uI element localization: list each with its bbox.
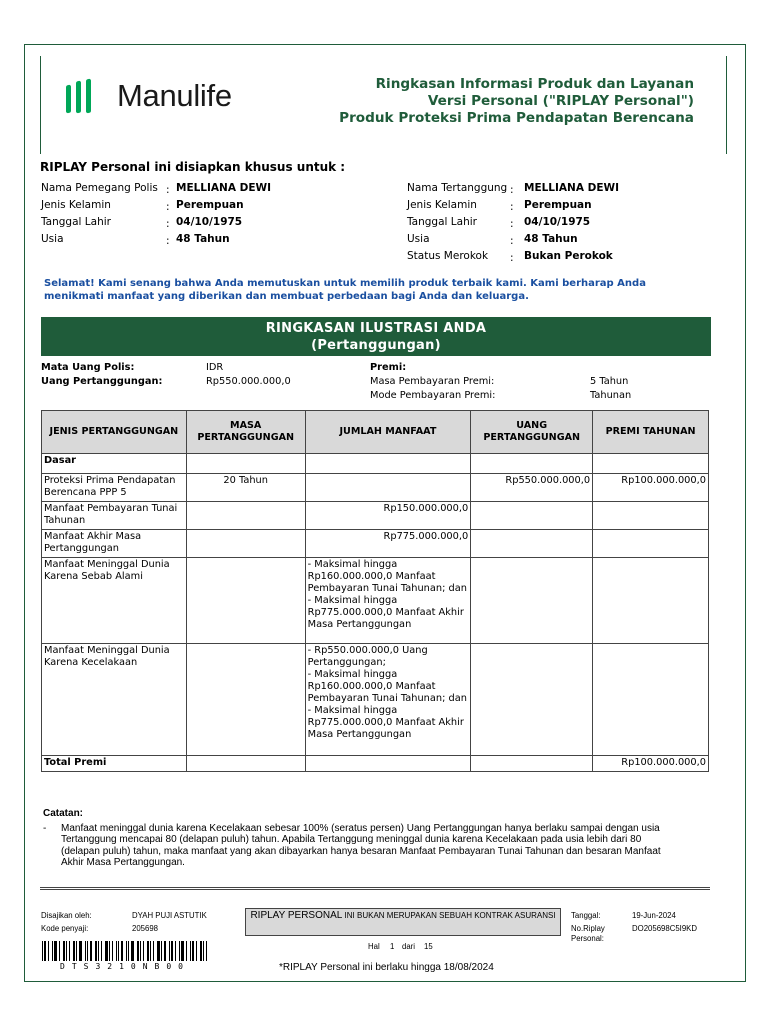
barcode-text: DTS3210NB00 [60,962,190,971]
insured-dob-label: Tanggal Lahir [407,216,477,228]
barcode-bar [186,941,187,961]
riplay-number: DO205698C5I9KD [632,924,698,933]
barcode-bar [98,941,99,961]
coverage-premium [593,644,709,756]
col-header-sum: UANG PERTANGGUNGAN [471,411,593,454]
disclaimer-text: INI BUKAN MERUPAKAN SEBUAH KONTRAK ASURANSI [342,911,556,920]
page-number: 1 [390,942,395,951]
coverage-name: Manfaat Akhir Masa Pertanggungan [42,530,187,558]
sum-insured-label: Uang Pertanggungan: [41,376,163,387]
page-of-label: dari [402,942,416,951]
coverage-sum [471,530,593,558]
disclaimer-title: RIPLAY PERSONAL [250,910,343,921]
insured-name-label: Nama Tertanggung [407,182,508,194]
barcode-bar [147,941,149,961]
barcode-bar [171,941,173,961]
barcode-bar [42,941,43,961]
presented-by-label: Disajikan oleh: [41,911,92,920]
coverage-premium [593,530,709,558]
holder-age: 48 Tahun [176,233,230,245]
barcode-bar [95,941,97,961]
manulife-logo [66,78,232,114]
disclaimer-box [245,908,561,936]
barcode-bar [44,941,46,961]
insured-dob: 04/10/1975 [524,216,591,228]
coverage-term [186,530,305,558]
barcode [42,941,210,961]
barcode-bar [105,941,108,961]
barcode-bar [203,941,204,961]
riplay-number-label: No.Riplay Personal: [571,924,605,943]
premium-term-value: 5 Tahun [590,376,629,387]
barcode-bar [90,941,92,961]
section-label: Dasar [42,454,187,474]
coverage-sum: Rp550.000.000,0 [471,474,593,502]
coverage-benefit [305,474,471,502]
insured-gender: Perempuan [524,199,592,211]
header-divider-right [726,56,727,154]
barcode-bar [157,941,160,961]
table-row [42,644,709,756]
coverage-sum [471,644,593,756]
prepared-for-heading: RIPLAY Personal ini disiapkan khusus untuk : [40,160,346,174]
barcode-bar [140,941,141,961]
holder-gender-label: Jenis Kelamin [41,199,111,211]
coverage-benefit: Rp150.000.000,0 [305,502,471,530]
barcode-bar [137,941,139,961]
premium-mode-value: Tahunan [590,390,632,401]
notes-heading: Catatan: [43,808,84,819]
coverage-term [186,644,305,756]
insured-smoker: Bukan Perokok [524,250,613,262]
policyholder-info: Nama Pemegang Polis : MELLIANA DEWI Jenis Kelamin : Perempuan Tanggal Lahir : 04/10/1975 Usia : 48 Tahun [41,182,271,247]
barcode-bar [161,941,162,961]
barcode-bar [101,941,102,961]
barcode-bar [131,941,134,961]
barcode-bar [181,941,184,961]
welcome-message: Selamat! Kami senang bahwa Anda memutuskan untuk memilih produk terbaik kami. Kami berharap Anda menikmati manfaat yang diberikan dan membuat perbedaan bagi Anda dan keluarga. [44,278,646,302]
total-label: Total Premi [42,756,187,772]
premium-mode-label: Mode Pembayaran Premi: [370,390,496,401]
holder-dob-label: Tanggal Lahir [41,216,111,228]
premium-label: Premi: [370,362,407,373]
barcode-bar [73,941,75,961]
note-item: - Manfaat meninggal dunia karena Kecelakaan sebesar 100% (seratus persen) Uang Pertanggungan hanya berlaku sampai dengan usia Tertanggung mencapai 80 (delapan puluh) tahun. Apabila Tertanggung meninggal dunia karena Kecelakaan pada usia lebih dari 80 (delapan puluh) tahun, maka manfaat yang akan dibayarkan hanya besaran Manfaat Pembayaran Tunai Tahunan dan besaran Manfaat Akhir Masa Pertanggungan. [43,823,683,869]
barcode-bar [116,941,117,961]
currency-label: Mata Uang Polis: [41,362,135,373]
barcode-bar [126,941,127,961]
col-header-premium: PREMI TAHUNAN [593,411,709,454]
agent-code-label: Kode penyaji: [41,924,89,933]
presented-by: DYAH PUJI ASTUTIK [132,911,207,920]
section-band-title: RINGKASAN ILUSTRASI ANDA [265,321,487,336]
barcode-bar [59,941,60,961]
barcode-bar [128,941,129,961]
title-line-3: Produk Proteksi Prima Pendapatan Berencana [339,110,694,126]
barcode-bar [79,941,82,961]
validity-note: *RIPLAY Personal ini berlaku hingga 18/08/2024 [279,962,494,973]
sum-insured-value: Rp550.000.000,0 [206,376,291,387]
barcode-bar [54,941,57,961]
coverage-term [186,502,305,530]
coverage-sum [471,558,593,644]
section-band [41,317,711,356]
holder-name: MELLIANA DEWI [176,182,271,194]
table-total-row [42,756,709,772]
barcode-bar [150,941,151,961]
barcode-bar [143,941,144,961]
col-header-term: MASA PERTANGGUNGAN [186,411,305,454]
barcode-bar [190,941,191,961]
coverage-table [41,410,709,772]
date-label: Tanggal: [571,911,601,920]
coverage-premium [593,558,709,644]
barcode-bar [206,941,207,961]
barcode-bar [121,941,123,961]
barcode-bar [85,941,86,961]
insured-gender-label: Jenis Kelamin [407,199,477,211]
table-row [42,474,709,502]
document-title [339,76,694,127]
holder-gender: Perempuan [176,199,244,211]
holder-age-label: Usia [41,233,64,245]
barcode-bar [52,941,53,961]
manulife-logo-icon [66,79,91,113]
barcode-bar [169,941,170,961]
table-header-row [42,411,709,454]
barcode-bar [87,941,88,961]
coverage-sum [471,502,593,530]
barcode-bar [112,941,114,961]
insured-smoker-label: Status Merokok [407,250,489,262]
holder-name-label: Nama Pemegang Polis [41,182,158,194]
insured-age-label: Usia [407,233,430,245]
title-line-1: Ringkasan Informasi Produk dan Layanan [375,76,694,92]
page-total: 15 [424,942,433,951]
coverage-premium [593,502,709,530]
barcode-bar [63,941,65,961]
agent-code: 205698 [132,924,159,933]
barcode-bar [179,941,180,961]
coverage-term: 20 Tahun [186,474,305,502]
col-header-benefit: JUMLAH MANFAAT [305,411,471,454]
header-divider-left [40,56,41,154]
page-label: Hal [368,942,380,951]
note-text: Manfaat meninggal dunia karena Kecelakaan sebesar 100% (seratus persen) Uang Pertanggungan hanya berlaku sampai dengan usia Tertanggung mencapai 80 (delapan puluh) tahun. Apabila Tertanggung meninggal dunia karena Kecelakaan pada usia lebih dari 80 (delapan puluh) tahun, maka manfaat yang akan dibayarkan hanya besaran Manfaat Pembayaran Tunai Tahunan dan besaran Manfaat Akhir Masa Pertanggungan. [61,822,661,868]
barcode-bar [66,941,67,961]
barcode-bar [164,941,166,961]
section-band-subtitle: (Pertanggungan) [311,338,441,353]
coverage-benefit: - Rp550.000.000,0 Uang Pertanggungan; - Maksimal hingga Rp160.000.000,0 Manfaat Pembayaran Tunai Tahunan; dan - Maksimal hingga Rp775.000.000,0 Manfaat Akhir Masa Pertanggungan [305,644,471,756]
coverage-name: Manfaat Meninggal Dunia Karena Sebab Alami [42,558,187,644]
currency-value: IDR [206,362,224,373]
barcode-bar [69,941,70,961]
barcode-bar [48,941,49,961]
coverage-name: Manfaat Pembayaran Tunai Tahunan [42,502,187,530]
barcode-bar [196,941,197,961]
date-value: 19-Jun-2024 [632,911,676,920]
insured-name: MELLIANA DEWI [524,182,619,194]
footer-divider [40,887,710,890]
notes-section [43,808,683,869]
barcode-bar [76,941,77,961]
table-section-row [42,454,709,474]
table-row [42,558,709,644]
coverage-name: Manfaat Meninggal Dunia Karena Kecelakaan [42,644,187,756]
barcode-bar [200,941,202,961]
total-premium: Rp100.000.000,0 [593,756,709,772]
barcode-bar [118,941,119,961]
coverage-benefit: - Maksimal hingga Rp160.000.000,0 Manfaat Pembayaran Tunai Tahunan; dan - Maksimal hingga Rp775.000.000,0 Manfaat Akhir Masa Pertanggungan [305,558,471,644]
table-row [42,530,709,558]
title-line-2: Versi Personal ("RIPLAY Personal") [427,93,694,109]
coverage-name: Proteksi Prima Pendapatan Berencana PPP 5 [42,474,187,502]
barcode-bar [109,941,110,961]
table-row [42,502,709,530]
col-header-coverage: JENIS PERTANGGUNGAN [42,411,187,454]
barcode-bar [192,941,194,961]
coverage-premium: Rp100.000.000,0 [593,474,709,502]
premium-term-label: Masa Pembayaran Premi: [370,376,495,387]
coverage-term [186,558,305,644]
barcode-bar [153,941,154,961]
holder-dob: 04/10/1975 [176,216,243,228]
barcode-bar [175,941,176,961]
brand-name: Manulife [117,78,232,113]
insured-info: Nama Tertanggung : MELLIANA DEWI Jenis Kelamin : Perempuan Tanggal Lahir : 04/10/1975 Usia : 48 Tahun Status Merokok : Bukan Perokok [407,182,619,264]
coverage-benefit: Rp775.000.000,0 [305,530,471,558]
insured-age: 48 Tahun [524,233,578,245]
